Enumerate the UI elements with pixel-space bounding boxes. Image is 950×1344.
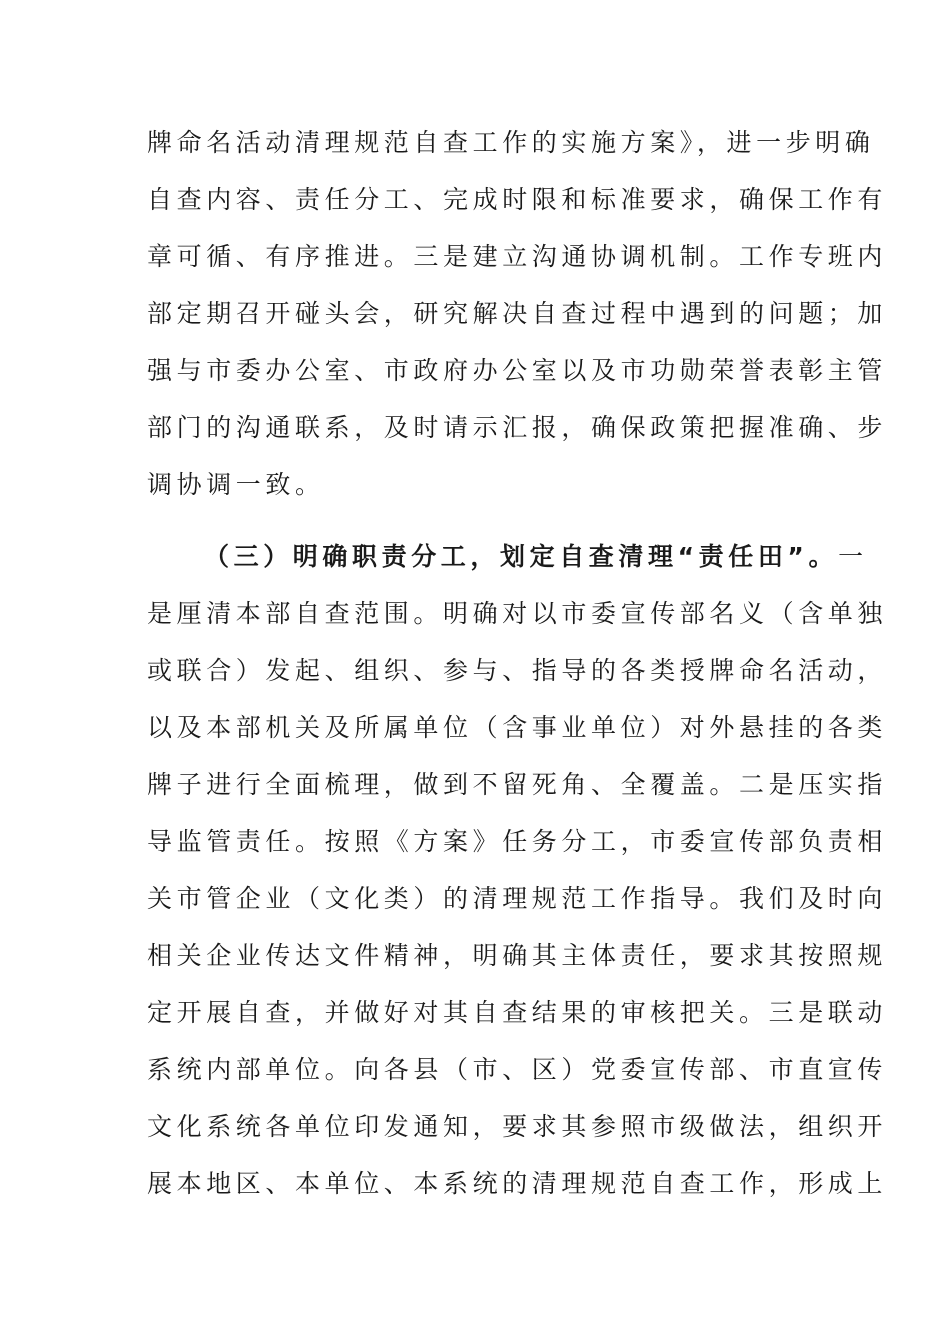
body-text-line: 以及本部机关及所属单位（含事业单位）对外悬挂的各类 — [147, 713, 888, 742]
section-heading-line — [204, 540, 868, 574]
body-text-line: 关市管企业（文化类）的清理规范工作指导。我们及时向 — [147, 884, 888, 913]
body-text-line: 是厘清本部自查范围。明确对以市委宣传部名义（含单独 — [147, 599, 888, 628]
body-text-line: 展本地区、本单位、本系统的清理规范自查工作，形成上 — [147, 1169, 888, 1198]
body-text-line: 系统内部单位。向各县（市、区）党委宣传部、市直宣传 — [147, 1055, 888, 1084]
body-text-line: 调协调一致。 — [147, 470, 325, 499]
body-text-line: 牌命名活动清理规范自查工作的实施方案》，进一步明确 — [147, 128, 875, 157]
body-text-line: 相关企业传达文件精神，明确其主体责任，要求其按照规 — [147, 941, 888, 970]
body-text-line: 章可循、有序推进。三是建立沟通协调机制。工作专班内 — [147, 242, 888, 271]
body-text-line: 牌子进行全面梳理，做到不留死角、全覆盖。二是压实指 — [147, 770, 888, 799]
body-text-line: 文化系统各单位印发通知，要求其参照市级做法，组织开 — [147, 1112, 888, 1141]
body-text-line: 定开展自查，并做好对其自查结果的审核把关。三是联动 — [147, 998, 888, 1027]
body-text-line: 部门的沟通联系，及时请示汇报，确保政策把握准确、步 — [147, 413, 888, 442]
body-text-line: 或联合）发起、组织、参与、指导的各类授牌命名活动， — [147, 656, 888, 685]
body-text-line: 导监管责任。按照《方案》任务分工，市委宣传部负责相 — [147, 827, 888, 856]
body-text-line: 强与市委办公室、市政府办公室以及市功勋荣誉表彰主管 — [147, 356, 888, 385]
heading-line-rest: 一 — [838, 542, 868, 571]
section-heading: （三）明确职责分工，划定自查清理“责任田”。 — [204, 542, 839, 571]
body-text-line: 部定期召开碰头会，研究解决自查过程中遇到的问题；加 — [147, 299, 888, 328]
body-text-line: 自查内容、责任分工、完成时限和标准要求，确保工作有 — [147, 185, 888, 214]
